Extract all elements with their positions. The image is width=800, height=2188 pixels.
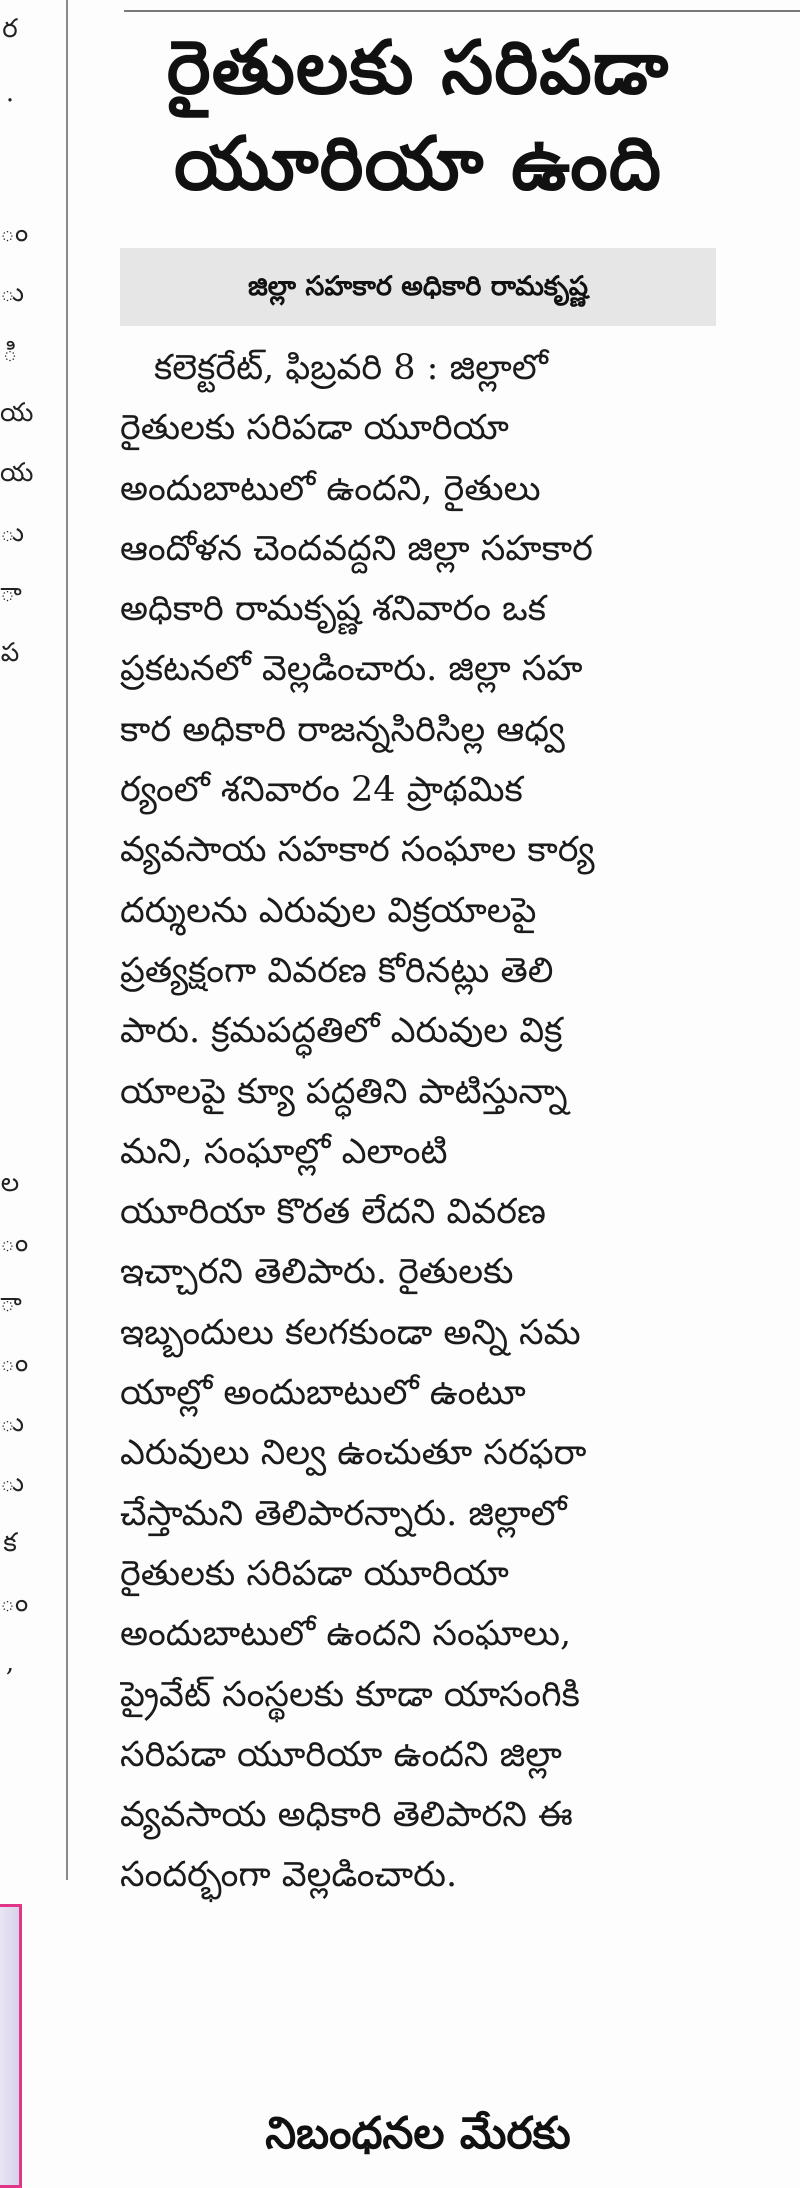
- body-line: ప్రకటనలో వెల్లడించారు. జిల్లా సహ: [120, 649, 583, 690]
- left-fragment-char: ర: [2, 14, 18, 44]
- body-line: వ్యవసాయ అధికారి తెలిపారని ఈ: [120, 1795, 573, 1836]
- headline-line: యూరియా ఉంది: [174, 121, 662, 207]
- body-line: కలెక్టరేట్, ఫిబ్రవరి 8 : జిల్లాలో: [154, 348, 548, 388]
- left-fragment-char: ం: [0, 1588, 29, 1618]
- headline-line: రైతులకు సరిపడా: [166, 25, 670, 111]
- left-column-fragment: [0, 0, 58, 1860]
- body-line: రైతులకు సరిపడా యూరియా: [120, 1553, 509, 1594]
- body-line: ఆందోళన చెందవద్దని జిల్లా సహకార: [120, 528, 593, 569]
- body-line: కార అధికారి రాజన్నసిరిసిల్ల ఆధ్వ: [120, 709, 565, 750]
- left-fragment-char: ం: [0, 218, 29, 248]
- body-line: సరిపడా యూరియా ఉందని జిల్లా: [120, 1734, 562, 1775]
- body-line: రైతులకు సరిపడా యూరియా: [120, 408, 509, 449]
- body-line: అందుబాటులో ఉందని, రైతులు: [120, 468, 541, 509]
- left-fragment-char: ం: [0, 1228, 29, 1258]
- body-line: యూరియా కొరత లేదని వివరణ: [120, 1192, 546, 1233]
- body-line: మని, సంఘాల్లో ఎలాంటి: [120, 1131, 448, 1172]
- article-headline: [120, 20, 716, 212]
- body-line: చేస్తామని తెలిపారన్నారు. జిల్లాలో: [120, 1493, 567, 1534]
- left-fragment-char: ు: [0, 518, 25, 548]
- body-line: యాల్లో అందుబాటులో ఉంటూ: [120, 1373, 526, 1414]
- body-line: వ్యవసాయ సహకార సంఘాల కార్య: [120, 830, 595, 871]
- body-line: ఇబ్బందులు కలగకుండా అన్ని సమ: [120, 1312, 581, 1353]
- article-body: [120, 338, 716, 1906]
- left-fragment-char: ు: [0, 278, 25, 308]
- adjacent-ad-box: [0, 1904, 22, 2188]
- body-line: ప్రత్యక్షంగా వివరణ కోరినట్లు తెలి: [120, 950, 554, 991]
- column-divider: [66, 0, 68, 1880]
- left-fragment-char: ,: [5, 1648, 15, 1678]
- news-article: [120, 20, 716, 1906]
- left-fragment-char: ల: [0, 1168, 20, 1198]
- left-fragment-char: ం: [0, 1348, 29, 1378]
- left-fragment-char: .: [5, 78, 15, 108]
- body-line: దర్శులను ఎరువుల విక్రయాలపై: [120, 890, 537, 931]
- body-line: యాలపై క్యూ పద్ధతిని పాటిస్తున్నా: [120, 1071, 568, 1112]
- body-line: అందుబాటులో ఉందని సంఘాలు,: [120, 1614, 572, 1655]
- next-article-headline: నిబంధనల మేరకు: [265, 2108, 571, 2159]
- body-line: ఎరువులు నిల్వ ఉంచుతూ సరఫరా: [120, 1433, 587, 1474]
- left-fragment-char: క: [3, 1528, 17, 1558]
- body-line: అధికారి రామకృష్ణ శనివారం ఒక: [120, 589, 547, 630]
- article-subhead: జిల్లా సహకార అధికారి రామకృష్ణ: [120, 248, 716, 326]
- left-fragment-char: య: [0, 458, 34, 488]
- left-fragment-char: ి: [2, 338, 18, 368]
- left-fragment-char: ా: [0, 578, 22, 608]
- top-rule: [124, 10, 800, 12]
- body-line: ఇచ్చారని తెలిపారు. రైతులకు: [120, 1252, 514, 1293]
- body-line: పారు. క్రమపద్ధతిలో ఎరువుల విక్ర: [120, 1011, 563, 1052]
- body-line: సందర్భంగా వెల్లడించారు.: [120, 1855, 458, 1896]
- body-line: ర్యంలో శనివారం 24 ప్రాథమిక: [120, 770, 523, 811]
- left-fragment-char: ు: [0, 1408, 25, 1438]
- left-fragment-char: ప: [0, 638, 20, 668]
- left-fragment-char: ా: [0, 1288, 22, 1318]
- left-fragment-char: య: [0, 398, 34, 428]
- body-line: ప్రైవేట్ సంస్థలకు కూడా యాసంగికి: [120, 1674, 580, 1715]
- left-fragment-char: ు: [0, 1468, 25, 1498]
